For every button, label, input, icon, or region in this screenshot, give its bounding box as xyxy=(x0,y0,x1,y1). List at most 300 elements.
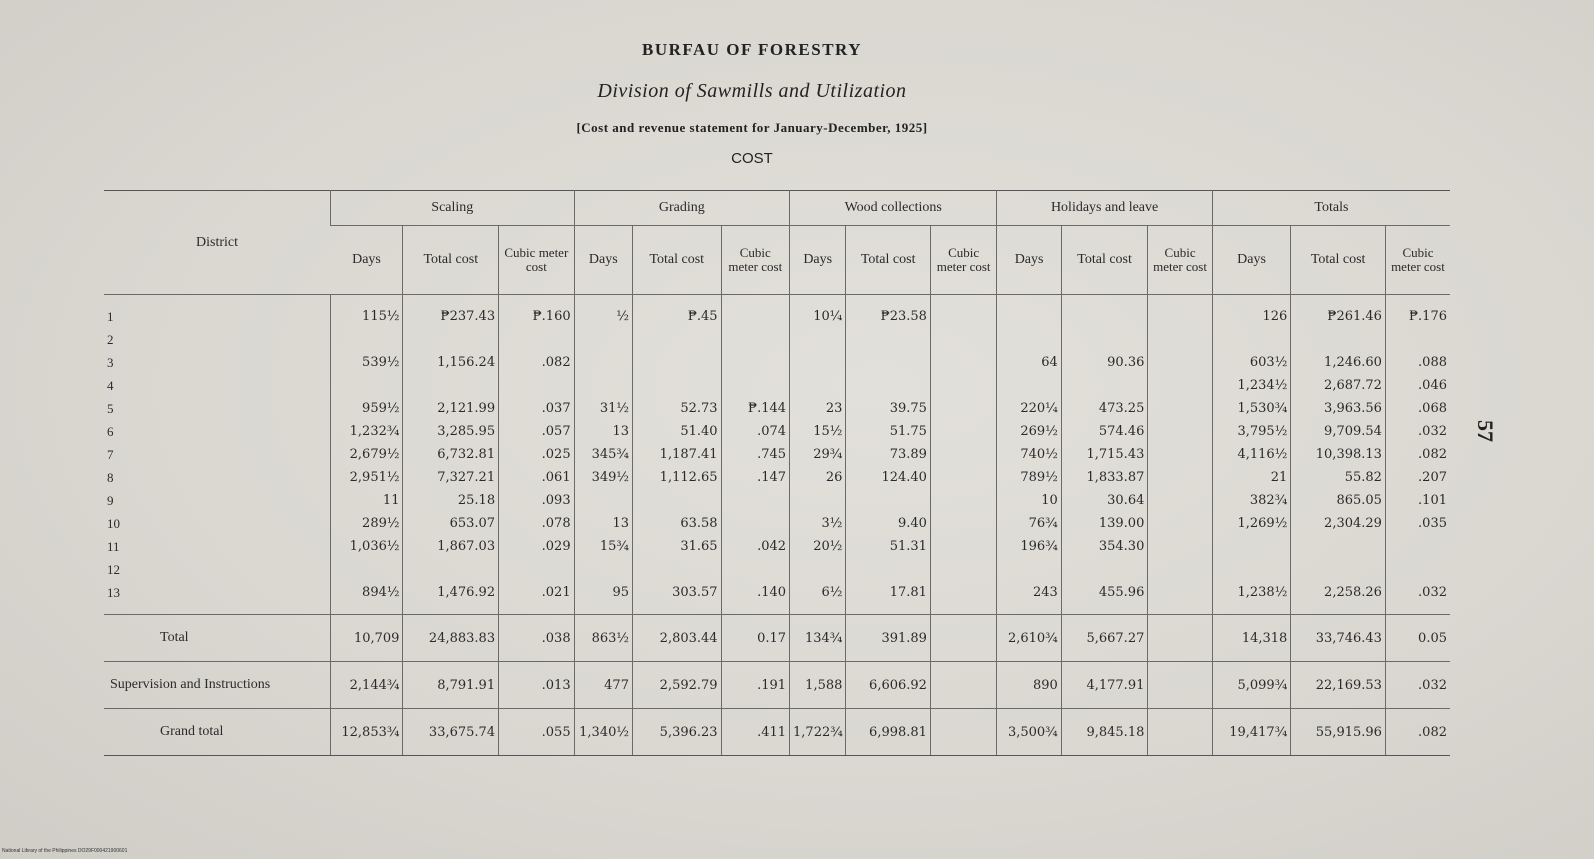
table-cell xyxy=(1061,558,1148,581)
table-cell: 4,116½ xyxy=(1212,443,1291,466)
table-cell xyxy=(846,558,931,581)
days-header: Days xyxy=(997,226,1061,295)
table-cell: ₱.45 xyxy=(632,305,721,328)
header-group-row xyxy=(104,191,1450,226)
table-cell: 21 xyxy=(1212,466,1291,489)
summary-cell: 4,177.91 xyxy=(1061,662,1148,709)
table-cell xyxy=(499,558,575,581)
total-cost-header: Total cost xyxy=(846,226,931,295)
table-cell: .101 xyxy=(1385,489,1450,512)
table-cell: 10,398.13 xyxy=(1291,443,1386,466)
summary-label: Supervision and Instructions xyxy=(104,662,331,709)
summary-cell: 6,998.81 xyxy=(846,709,931,756)
summary-cell: 1,588 xyxy=(790,662,846,709)
table-cell: 31.65 xyxy=(632,535,721,558)
page-number: 57 xyxy=(1473,420,1498,442)
summary-cell xyxy=(1148,615,1212,662)
summary-row xyxy=(104,662,1450,709)
summary-cell: 33,746.43 xyxy=(1291,615,1386,662)
table-cell: 29¾ xyxy=(790,443,846,466)
table-cell: 789½ xyxy=(997,466,1061,489)
table-cell xyxy=(1148,581,1212,604)
summary-cell: 2,592.79 xyxy=(632,662,721,709)
cubic-meter-cost-header: Cubic meter cost xyxy=(721,226,789,295)
table-cell: .029 xyxy=(499,535,575,558)
days-header: Days xyxy=(1212,226,1291,295)
district-label: 3 xyxy=(107,354,114,370)
table-cell: 653.07 xyxy=(403,512,499,535)
group-header-totals: Totals xyxy=(1212,191,1450,226)
district-label: 7 xyxy=(107,446,114,462)
table-cell: 1,867.03 xyxy=(403,535,499,558)
table-cell: ₱237.43 xyxy=(403,305,499,328)
table-cell: ₱.144 xyxy=(721,397,789,420)
table-cell: 51.40 xyxy=(632,420,721,443)
table-cell xyxy=(632,558,721,581)
summary-cell xyxy=(930,709,996,756)
table-row xyxy=(104,558,1450,581)
table-cell: 1,269½ xyxy=(1212,512,1291,535)
table-cell xyxy=(331,558,403,581)
summary-cell: 2,610¾ xyxy=(997,615,1061,662)
table-cell xyxy=(1385,535,1450,558)
table-cell: 3,285.95 xyxy=(403,420,499,443)
cubic-meter-cost-header: Cubic meter cost xyxy=(1148,226,1212,295)
table-cell xyxy=(721,351,789,374)
table-cell: 220¼ xyxy=(997,397,1061,420)
table-cell: 3½ xyxy=(790,512,846,535)
table-cell xyxy=(1148,489,1212,512)
table-row xyxy=(104,328,1450,351)
total-cost-header: Total cost xyxy=(632,226,721,295)
table-cell: 10¼ xyxy=(790,305,846,328)
total-cost-header: Total cost xyxy=(403,226,499,295)
summary-label: Total xyxy=(104,615,331,662)
table-cell xyxy=(1061,305,1148,328)
table-cell xyxy=(1291,558,1386,581)
table-cell xyxy=(846,328,931,351)
table-cell: 349½ xyxy=(574,466,632,489)
group-header-holidays-leave: Holidays and leave xyxy=(997,191,1212,226)
table-cell xyxy=(790,374,846,397)
table-cell xyxy=(1385,558,1450,581)
table-cell: 26 xyxy=(790,466,846,489)
table-cell: 15½ xyxy=(790,420,846,443)
table-cell: .021 xyxy=(499,581,575,604)
district-label: 2 xyxy=(107,331,114,347)
table-cell xyxy=(1148,443,1212,466)
table-cell: 1,156.24 xyxy=(403,351,499,374)
table-cell: ½ xyxy=(574,305,632,328)
summary-cell: .082 xyxy=(1385,709,1450,756)
table-cell: 7,327.21 xyxy=(403,466,499,489)
summary-cell: 1,722¾ xyxy=(790,709,846,756)
group-header-scaling: Scaling xyxy=(331,191,575,226)
table-cell xyxy=(930,351,996,374)
table-cell: 139.00 xyxy=(1061,512,1148,535)
table-cell xyxy=(331,328,403,351)
table-cell xyxy=(1148,512,1212,535)
table-cell xyxy=(930,374,996,397)
summary-cell: 5,099¾ xyxy=(1212,662,1291,709)
table-cell xyxy=(1291,535,1386,558)
table-cell xyxy=(1148,305,1212,328)
table-cell xyxy=(632,374,721,397)
table-cell: 196¾ xyxy=(997,535,1061,558)
district-label: 4 xyxy=(107,377,114,393)
summary-cell xyxy=(1148,662,1212,709)
table-cell: 269½ xyxy=(997,420,1061,443)
table-row xyxy=(104,374,1450,397)
group-header-grading: Grading xyxy=(574,191,789,226)
table-cell xyxy=(403,558,499,581)
table-cell: 52.73 xyxy=(632,397,721,420)
table-cell xyxy=(574,351,632,374)
summary-cell: 0.17 xyxy=(721,615,789,662)
table-cell: 20½ xyxy=(790,535,846,558)
table-cell xyxy=(790,489,846,512)
table-cell: 2,121.99 xyxy=(403,397,499,420)
table-cell: 9.40 xyxy=(846,512,931,535)
table-cell: 1,232¾ xyxy=(331,420,403,443)
summary-cell: 1,340½ xyxy=(574,709,632,756)
table-cell: 76¾ xyxy=(997,512,1061,535)
summary-cell: 391.89 xyxy=(846,615,931,662)
table-cell xyxy=(997,328,1061,351)
statement-caption: [Cost and revenue statement for January-December, 1925] xyxy=(576,120,928,135)
table-cell xyxy=(846,489,931,512)
table-cell: .207 xyxy=(1385,466,1450,489)
table-cell: 3,795½ xyxy=(1212,420,1291,443)
table-cell: 51.31 xyxy=(846,535,931,558)
table-cell: 1,530¾ xyxy=(1212,397,1291,420)
summary-cell: 863½ xyxy=(574,615,632,662)
table-cell xyxy=(574,328,632,351)
table-cell xyxy=(997,558,1061,581)
table-cell: 17.81 xyxy=(846,581,931,604)
table-cell xyxy=(403,328,499,351)
table-cell: .032 xyxy=(1385,581,1450,604)
table-cell: 354.30 xyxy=(1061,535,1148,558)
table-cell xyxy=(930,466,996,489)
table-cell: 1,234½ xyxy=(1212,374,1291,397)
district-label: 5 xyxy=(107,400,114,416)
district-label: 10 xyxy=(107,515,120,531)
cubic-meter-cost-header: Cubic meter cost xyxy=(499,226,575,295)
table-cell: 11 xyxy=(331,489,403,512)
table-cell: 959½ xyxy=(331,397,403,420)
table-cell: 740½ xyxy=(997,443,1061,466)
table-cell: .068 xyxy=(1385,397,1450,420)
table-cell: ₱261.46 xyxy=(1291,305,1386,328)
table-cell xyxy=(790,558,846,581)
table-cell: 25.18 xyxy=(403,489,499,512)
table-row xyxy=(104,512,1450,535)
summary-cell: 890 xyxy=(997,662,1061,709)
district-label: 1 xyxy=(107,308,114,324)
page-title: BURFAU OF FORESTRY xyxy=(641,40,863,59)
table-cell: 73.89 xyxy=(846,443,931,466)
table-cell xyxy=(846,374,931,397)
table-row xyxy=(104,351,1450,374)
summary-cell: 10,709 xyxy=(331,615,403,662)
summary-cell xyxy=(930,615,996,662)
summary-cell: .411 xyxy=(721,709,789,756)
table-cell xyxy=(997,374,1061,397)
table-cell xyxy=(403,374,499,397)
summary-cell: 19,417¾ xyxy=(1212,709,1291,756)
table-cell: 382¾ xyxy=(1212,489,1291,512)
summary-cell: 8,791.91 xyxy=(403,662,499,709)
summary-cell: 2,144¾ xyxy=(331,662,403,709)
table-cell: 10 xyxy=(997,489,1061,512)
summary-cell: 33,675.74 xyxy=(403,709,499,756)
table-cell: .057 xyxy=(499,420,575,443)
table-cell xyxy=(930,397,996,420)
table-cell: .093 xyxy=(499,489,575,512)
summary-cell: 134¾ xyxy=(790,615,846,662)
table-cell: .074 xyxy=(721,420,789,443)
table-cell: 13 xyxy=(574,512,632,535)
table-cell xyxy=(1212,328,1291,351)
table-cell: .046 xyxy=(1385,374,1450,397)
table-cell xyxy=(846,351,931,374)
table-cell: 1,246.60 xyxy=(1291,351,1386,374)
summary-cell xyxy=(1148,709,1212,756)
page-subtitle: Division of Sawmills and Utilization xyxy=(597,80,907,102)
table-cell xyxy=(1212,535,1291,558)
table-cell xyxy=(721,328,789,351)
table-cell xyxy=(499,374,575,397)
table-cell: .078 xyxy=(499,512,575,535)
table-cell xyxy=(930,443,996,466)
table-cell xyxy=(632,489,721,512)
table-cell: 1,112.65 xyxy=(632,466,721,489)
summary-cell: .191 xyxy=(721,662,789,709)
summary-cell: .038 xyxy=(499,615,575,662)
table-cell xyxy=(930,489,996,512)
district-label: 12 xyxy=(107,561,120,577)
table-cell: 1,715.43 xyxy=(1061,443,1148,466)
summary-cell: .055 xyxy=(499,709,575,756)
table-cell xyxy=(1148,397,1212,420)
table-cell xyxy=(1148,420,1212,443)
table-cell xyxy=(1212,558,1291,581)
table-cell: 455.96 xyxy=(1061,581,1148,604)
group-header-wood-collections: Wood collections xyxy=(790,191,997,226)
table-cell xyxy=(1061,328,1148,351)
table-row xyxy=(104,489,1450,512)
table-cell: .042 xyxy=(721,535,789,558)
summary-label: Grand total xyxy=(104,709,331,756)
summary-cell: .032 xyxy=(1385,662,1450,709)
table-cell xyxy=(1148,535,1212,558)
table-cell: 1,187.41 xyxy=(632,443,721,466)
table-cell: 603½ xyxy=(1212,351,1291,374)
summary-cell: 5,667.27 xyxy=(1061,615,1148,662)
summary-cell: 9,845.18 xyxy=(1061,709,1148,756)
summary-cell: 3,500¾ xyxy=(997,709,1061,756)
table-row xyxy=(104,305,1450,328)
table-cell: 55.82 xyxy=(1291,466,1386,489)
table-cell: ₱23.58 xyxy=(846,305,931,328)
table-cell xyxy=(574,558,632,581)
summary-cell: .013 xyxy=(499,662,575,709)
table-cell: 126 xyxy=(1212,305,1291,328)
table-cell: 115½ xyxy=(331,305,403,328)
table-cell xyxy=(1148,328,1212,351)
table-cell: 64 xyxy=(997,351,1061,374)
table-cell xyxy=(331,374,403,397)
table-cell xyxy=(721,374,789,397)
table-cell xyxy=(1148,558,1212,581)
table-cell: 23 xyxy=(790,397,846,420)
summary-cell: 477 xyxy=(574,662,632,709)
table-cell: 473.25 xyxy=(1061,397,1148,420)
table-cell xyxy=(997,305,1061,328)
table-cell xyxy=(930,535,996,558)
table-cell: .032 xyxy=(1385,420,1450,443)
district-header: District xyxy=(104,191,331,295)
cubic-meter-cost-header: Cubic meter cost xyxy=(1385,226,1450,295)
summary-cell: 55,915.96 xyxy=(1291,709,1386,756)
table-cell: 15¾ xyxy=(574,535,632,558)
table-cell: 289½ xyxy=(331,512,403,535)
table-cell: .037 xyxy=(499,397,575,420)
table-cell xyxy=(574,489,632,512)
table-cell xyxy=(930,558,996,581)
district-label: 11 xyxy=(107,538,120,554)
total-cost-header: Total cost xyxy=(1291,226,1386,295)
summary-cell: 22,169.53 xyxy=(1291,662,1386,709)
table-cell: 6½ xyxy=(790,581,846,604)
table-cell: 1,036½ xyxy=(331,535,403,558)
total-cost-header: Total cost xyxy=(1061,226,1148,295)
days-header: Days xyxy=(790,226,846,295)
summary-cell: 5,396.23 xyxy=(632,709,721,756)
table-cell: 243 xyxy=(997,581,1061,604)
table-cell xyxy=(499,328,575,351)
district-label: 9 xyxy=(107,492,114,508)
table-cell: 95 xyxy=(574,581,632,604)
table-cell: 539½ xyxy=(331,351,403,374)
table-cell xyxy=(632,328,721,351)
table-cell xyxy=(930,420,996,443)
table-cell: 574.46 xyxy=(1061,420,1148,443)
days-header: Days xyxy=(574,226,632,295)
table-cell: 2,258.26 xyxy=(1291,581,1386,604)
table-cell: 39.75 xyxy=(846,397,931,420)
summary-row xyxy=(104,615,1450,662)
table-cell: .147 xyxy=(721,466,789,489)
summary-cell: 24,883.83 xyxy=(403,615,499,662)
table-cell: 3,963.56 xyxy=(1291,397,1386,420)
cubic-meter-cost-header: Cubic meter cost xyxy=(930,226,996,295)
table-row xyxy=(104,535,1450,558)
table-cell xyxy=(930,305,996,328)
summary-cell xyxy=(930,662,996,709)
table-cell: 1,476.92 xyxy=(403,581,499,604)
summary-cell: 14,318 xyxy=(1212,615,1291,662)
table-cell: .035 xyxy=(1385,512,1450,535)
summary-cell: 0.05 xyxy=(1385,615,1450,662)
table-cell: 1,833.87 xyxy=(1061,466,1148,489)
table-cell xyxy=(790,328,846,351)
table-cell: 894½ xyxy=(331,581,403,604)
table-cell: 90.36 xyxy=(1061,351,1148,374)
table-cell: .025 xyxy=(499,443,575,466)
table-cell: ₱.176 xyxy=(1385,305,1450,328)
table-cell: 31½ xyxy=(574,397,632,420)
table-cell xyxy=(721,558,789,581)
table-cell: 865.05 xyxy=(1291,489,1386,512)
district-label: 8 xyxy=(107,469,114,485)
table-cell: 63.58 xyxy=(632,512,721,535)
table-cell: 2,304.29 xyxy=(1291,512,1386,535)
summary-cell: 6,606.92 xyxy=(846,662,931,709)
summary-row xyxy=(104,709,1450,756)
days-header: Days xyxy=(331,226,403,295)
summary-cell: 12,853¾ xyxy=(331,709,403,756)
table-cell: ₱.160 xyxy=(499,305,575,328)
table-cell: 2,679½ xyxy=(331,443,403,466)
table-row xyxy=(104,443,1450,466)
table-cell: .745 xyxy=(721,443,789,466)
table-cell xyxy=(930,328,996,351)
table-row xyxy=(104,466,1450,489)
table-cell: 9,709.54 xyxy=(1291,420,1386,443)
table-cell xyxy=(721,489,789,512)
table-cell: 51.75 xyxy=(846,420,931,443)
table-row xyxy=(104,420,1450,443)
table-cell xyxy=(1385,328,1450,351)
table-cell xyxy=(930,581,996,604)
table-cell xyxy=(1291,328,1386,351)
table-cell: 124.40 xyxy=(846,466,931,489)
table-cell: .082 xyxy=(499,351,575,374)
table-cell: 2,687.72 xyxy=(1291,374,1386,397)
table-cell: .140 xyxy=(721,581,789,604)
table-cell xyxy=(721,512,789,535)
section-heading: COST xyxy=(731,150,773,167)
district-label: 6 xyxy=(107,423,114,439)
table-cell xyxy=(930,512,996,535)
table-cell: 345¾ xyxy=(574,443,632,466)
table-cell: 303.57 xyxy=(632,581,721,604)
footer-note: National Library of the Philippines DO29F000421900601 xyxy=(2,848,128,854)
table-cell xyxy=(1061,374,1148,397)
table-cell xyxy=(1148,374,1212,397)
cost-table xyxy=(104,190,1450,756)
table-cell: 13 xyxy=(574,420,632,443)
table-cell xyxy=(790,351,846,374)
table-row xyxy=(104,397,1450,420)
table-cell: 6,732.81 xyxy=(403,443,499,466)
table-cell: .082 xyxy=(1385,443,1450,466)
district-label: 13 xyxy=(107,584,120,600)
table-cell xyxy=(1148,351,1212,374)
table-cell: 1,238½ xyxy=(1212,581,1291,604)
table-cell: 30.64 xyxy=(1061,489,1148,512)
table-row xyxy=(104,581,1450,604)
table-cell xyxy=(632,351,721,374)
table-body xyxy=(104,295,1450,756)
table-cell xyxy=(721,305,789,328)
table-cell: .061 xyxy=(499,466,575,489)
table-cell: .088 xyxy=(1385,351,1450,374)
table-cell xyxy=(1148,466,1212,489)
summary-cell: 2,803.44 xyxy=(632,615,721,662)
